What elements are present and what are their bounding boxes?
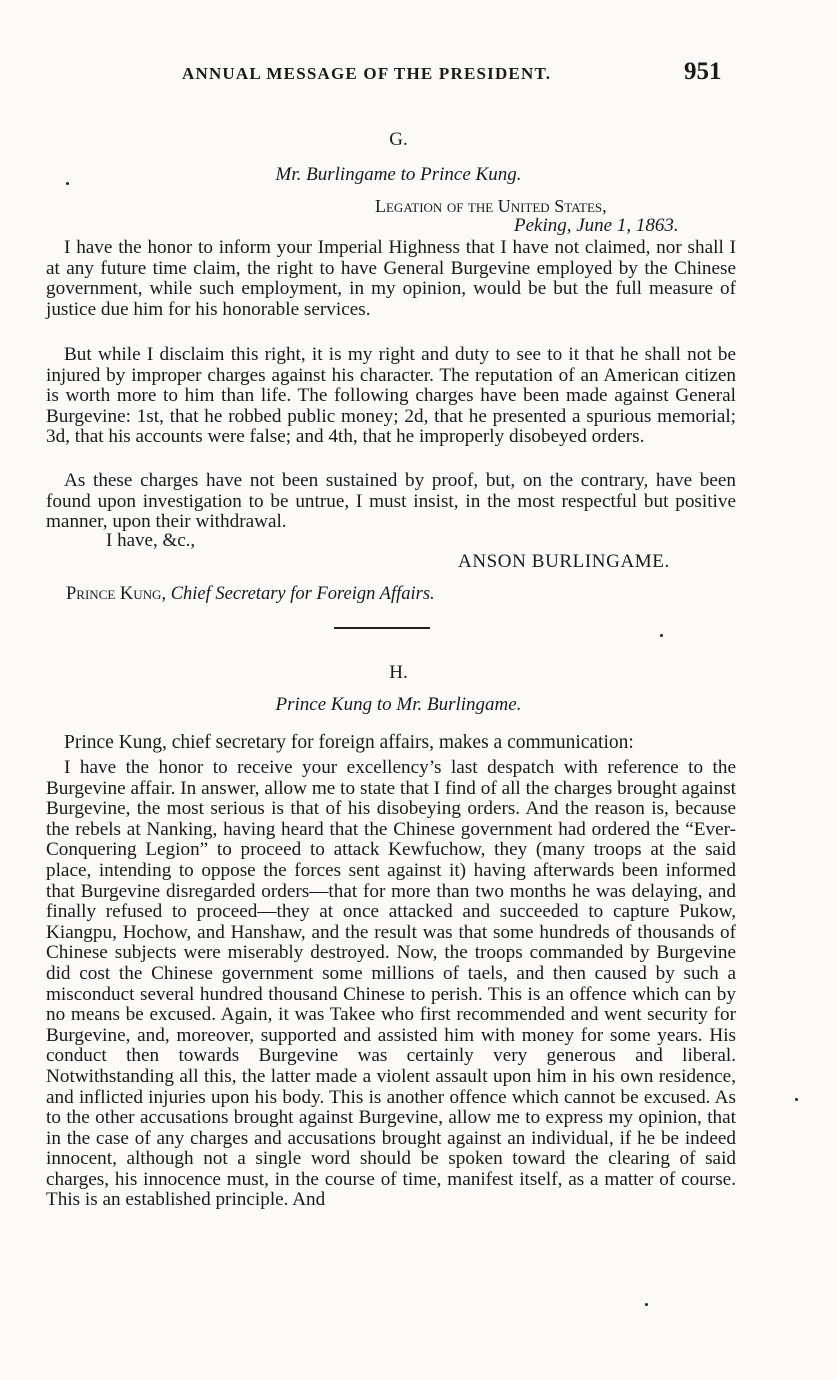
ink-speck <box>795 1098 798 1101</box>
intro-line: Prince Kung, chief secretary for foreign affairs, makes a communication: <box>64 732 634 753</box>
page-number: 951 <box>684 58 722 85</box>
legation-line: Legation of the United States, <box>375 196 607 216</box>
paragraph-h-1: I have the honor to receive your excellency’s last despatch with reference to the Burgevine affair. In answer, allow me to state that I find of all the charges brought against Burgevine, the most serious is that of his disobeying orders. And the reason is, because the rebels at Nanking, having heard that the Chinese government had ordered the “Ever-Conquering Legion” to proceed to attack Kewfuchow, they (many troops at the said place, intending to oppose the forces sent against it) having afterwards been informed that Burgevine disregarded orders—that for more than two months he was delaying, and finally refused to proceed—they at once attacked and succeeded to capture Pukow, Kiangpu, Hochow, and Hanshaw, and the result was that some hundreds of thousands of Chinese subjects were miserably destroyed. Now, the troops commanded by Burgevine did cost the Chinese government some millions of taels, and then caused by such a misconduct several hundred thousand Chinese to perish. This is an offence which can by no means be excused. Again, it was Takee who first recommended and went security for Burgevine, and, moreover, supported and assisted him with money for some years. His conduct then towards Burgevine was certainly very generous and liberal. Notwithstanding all this, the latter made a violent assault upon him in his own residence, and inflicted injuries upon his body. This is another offence which cannot be excused. As to the other accusations brought against Burgevine, allow me to express my opinion, that in the case of any charges and accusations brought against an individual, if he be indeed innocent, although not a single word should be spoken toward the clearing of said charges, his innocence must, in the course of time, manifest itself, as a matter of course. This is an established principle. And <box>46 757 736 1211</box>
ink-speck <box>645 1303 648 1306</box>
signature: ANSON BURLINGAME. <box>458 551 670 572</box>
paragraph-g-2: But while I disclaim this right, it is my right and duty to see to it that he shall not be injured by improper charges against his character. The reputation of an American citizen is worth more to him than life. The following charges have been made against General Burgevine: 1st, that he robbed public money; 2d, that he presented a spurious memorial; 3d, that his accounts were false; and 4th, that he improperly disobeyed orders. <box>46 344 736 448</box>
letter-title-h: Prince Kung to Mr. Burlingame. <box>275 694 522 715</box>
section-divider <box>334 627 430 629</box>
place-date-line: Peking, June 1, 1863. <box>514 215 679 236</box>
addressee-title: Chief Secretary for Foreign Affairs. <box>170 584 435 604</box>
addressee <box>66 584 435 605</box>
paragraph-g-1: I have the honor to inform your Imperial Highness that I have not claimed, nor shall I at any future time claim, the right to have General Burgevine employed by the Chinese government, while such employment, in my opinion, would be but the full measure of justice due him for his honorable services. <box>46 237 736 320</box>
closing: I have, &c., <box>106 530 196 551</box>
letter-title-g: Mr. Burlingame to Prince Kung. <box>275 164 522 185</box>
addressee-name: Prince Kung, <box>66 584 167 604</box>
section-letter-g: G. <box>389 129 408 150</box>
paragraph-g-3: As these charges have not been sustained by proof, but, on the contrary, have been found upon investigation to be untrue, I must insist, in the most respectful but positive manner, upon their withdrawal. <box>46 470 736 533</box>
section-letter-h: H. <box>389 662 408 683</box>
ink-speck <box>66 182 69 185</box>
running-header <box>0 58 837 94</box>
ink-speck <box>660 634 663 637</box>
running-title: ANNUAL MESSAGE OF THE PRESIDENT. <box>182 64 552 83</box>
